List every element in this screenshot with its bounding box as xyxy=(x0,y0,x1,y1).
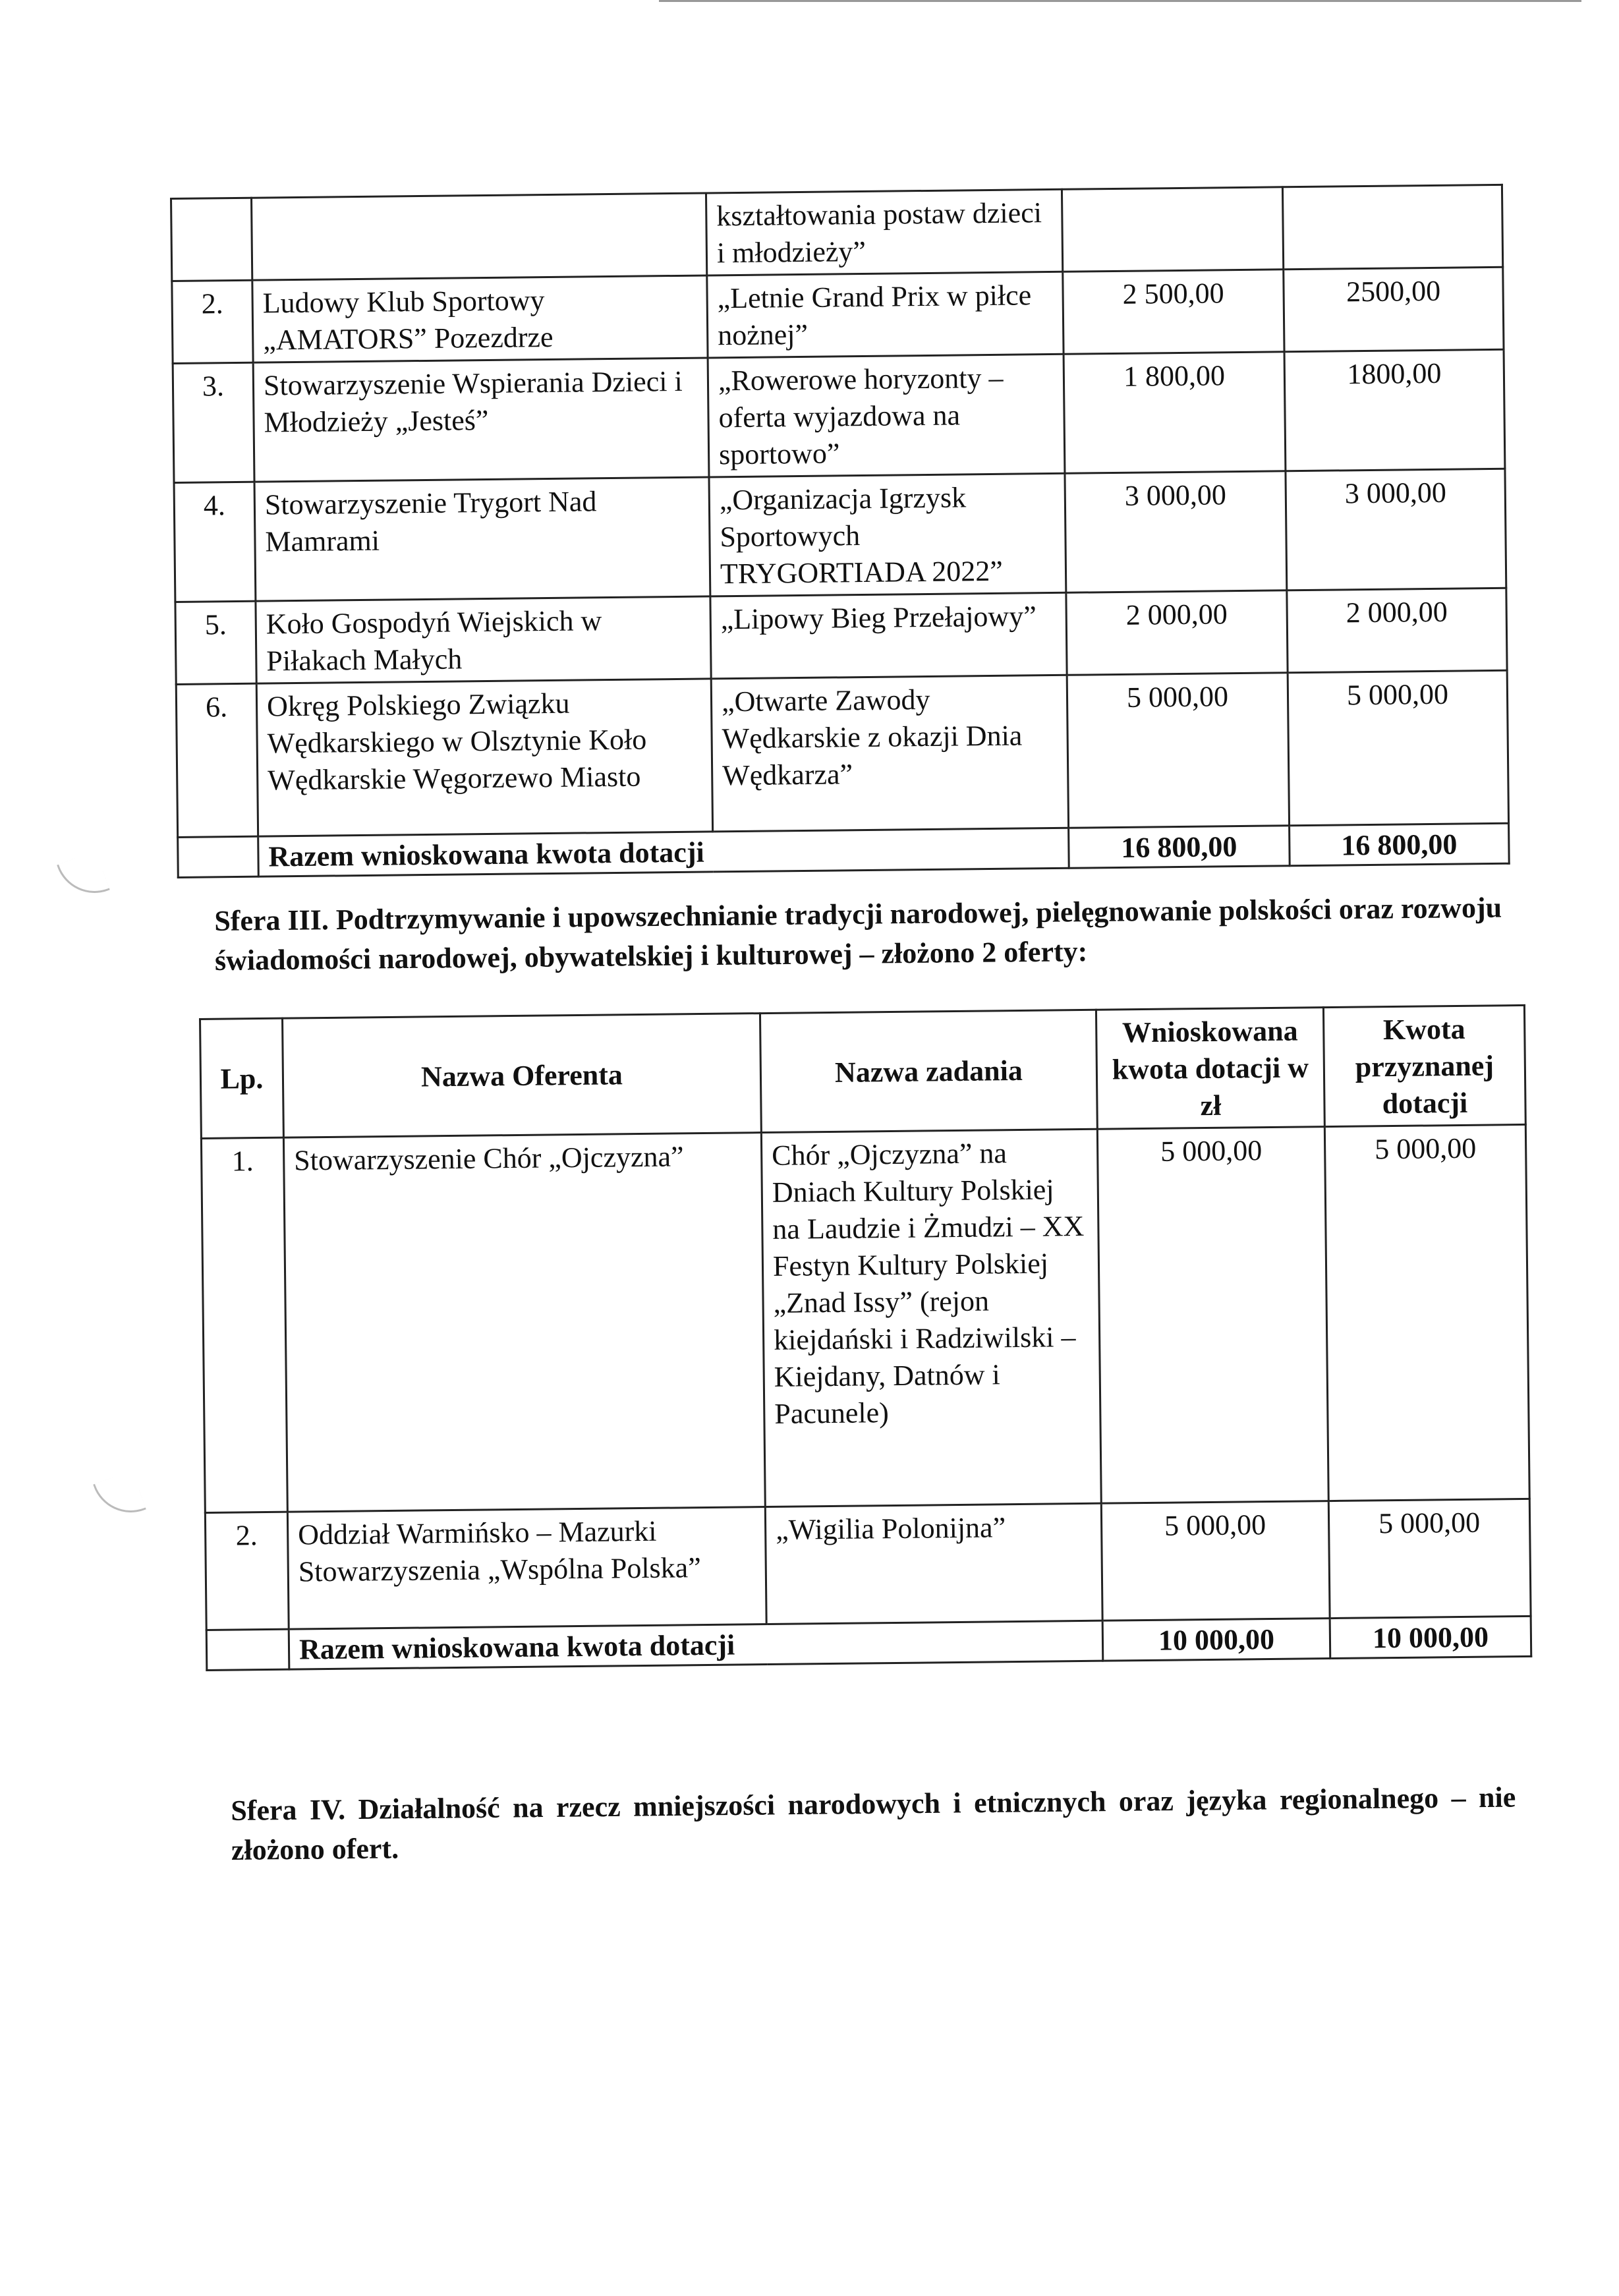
header-oferent: Nazwa Oferenta xyxy=(283,1014,762,1138)
table-row xyxy=(201,1124,1529,1512)
total-lp-empty xyxy=(178,836,259,877)
row-zadanie: „Lipowy Bieg Przełajowy” xyxy=(710,592,1067,679)
row-wnioskowana: 5 000,00 xyxy=(1067,673,1289,828)
row-przyznana: 2500,00 xyxy=(1284,267,1504,351)
offers-table-sfera-3 xyxy=(199,1004,1532,1671)
row-wnioskowana: 2 500,00 xyxy=(1063,270,1284,355)
section-heading-sfera-3: Sfera III. Podtrzymywanie i upowszechnianie tradycji narodowej, pielęgnowanie polskości oraz rozwoju świadomości narodowej, obywatelskiej i kulturowej – złożono 2 oferty: xyxy=(214,891,1502,977)
punch-hole-mark xyxy=(93,1470,146,1524)
row-wnioskowana: 5 000,00 xyxy=(1097,1127,1328,1504)
row-przyznana: 3 000,00 xyxy=(1286,469,1506,590)
total-wnioskowana: 16 800,00 xyxy=(1069,826,1290,869)
row-lp: 3. xyxy=(173,362,254,482)
punch-hole-mark xyxy=(57,851,110,904)
table-row xyxy=(175,588,1507,684)
offers-table-continued xyxy=(170,184,1510,878)
row-oferent: Oddział Warmińsko – Mazurki Stowarzyszenia „Wspólna Polska” xyxy=(287,1507,766,1630)
row-oferent: Stowarzyszenie Trygort Nad Mamrami xyxy=(254,477,710,601)
header-lp: Lp. xyxy=(200,1018,284,1138)
row-oferent xyxy=(252,193,707,280)
header-przyznana: Kwota przyznanej dotacji xyxy=(1323,1005,1525,1126)
row-lp: 5. xyxy=(175,601,256,684)
row-wnioskowana: 3 000,00 xyxy=(1065,471,1287,592)
row-wnioskowana: 5 000,00 xyxy=(1101,1501,1330,1621)
row-przyznana: 2 000,00 xyxy=(1287,588,1507,672)
row-oferent: Koło Gospodyń Wiejskich w Piłakach Małych xyxy=(256,596,711,683)
table-row xyxy=(174,469,1506,602)
table-row xyxy=(172,267,1504,363)
header-wnioskowana: Wnioskowana kwota dotacji w zł xyxy=(1096,1008,1324,1130)
row-zadanie: „Wigilia Polonijna” xyxy=(765,1503,1102,1624)
table-row xyxy=(176,670,1508,837)
row-zadanie: „Letnie Grand Prix w piłce nożnej” xyxy=(707,272,1064,358)
table-header-row xyxy=(200,1005,1526,1138)
table-row xyxy=(173,349,1505,482)
total-label: Razem wnioskowana kwota dotacji xyxy=(289,1621,1103,1669)
total-przyznana: 10 000,00 xyxy=(1330,1616,1531,1658)
row-zadanie: „Otwarte Zawody Wędkarskie z okazji Dnia Wędkarza” xyxy=(711,675,1068,832)
row-przyznana: 5 000,00 xyxy=(1328,1499,1531,1618)
total-wnioskowana: 10 000,00 xyxy=(1102,1619,1330,1661)
header-zadanie: Nazwa zadania xyxy=(760,1010,1097,1132)
row-lp: 6. xyxy=(176,683,258,837)
row-wnioskowana: 1 800,00 xyxy=(1064,352,1286,473)
row-lp: 4. xyxy=(174,482,256,602)
row-wnioskowana xyxy=(1062,187,1283,272)
row-oferent: Ludowy Klub Sportowy „AMATORS” Pozezdrze xyxy=(252,275,708,362)
section-heading-sfera-4: Sfera IV. Działalność na rzecz mniejszości narodowych i etnicznych oraz języka regionalnego – nie złożono ofert. xyxy=(231,1781,1516,1866)
row-lp: 2. xyxy=(205,1512,289,1630)
row-oferent: Stowarzyszenie Wspierania Dzieci i Młodzieży „Jesteś” xyxy=(253,358,709,482)
total-lp-empty xyxy=(206,1629,289,1670)
row-zadanie: „Rowerowe horyzonty – oferta wyjazdowa na sportowo” xyxy=(708,354,1065,477)
row-przyznana: 5 000,00 xyxy=(1288,670,1508,825)
total-przyznana: 16 800,00 xyxy=(1290,823,1510,865)
row-lp: 2. xyxy=(172,280,253,363)
scan-edge-line xyxy=(659,0,1581,2)
row-lp xyxy=(171,198,252,281)
row-oferent: Okręg Polskiego Związku Wędkarskiego w Olsztynie Koło Wędkarskie Węgorzewo Miasto xyxy=(256,679,712,836)
row-przyznana: 1800,00 xyxy=(1284,349,1505,471)
row-przyznana: 5 000,00 xyxy=(1324,1124,1529,1501)
row-przyznana xyxy=(1282,185,1502,269)
row-lp: 1. xyxy=(201,1137,287,1512)
total-label: Razem wnioskowana kwota dotacji xyxy=(258,828,1069,876)
row-zadanie: kształtowania postaw dzieci i młodzieży” xyxy=(706,189,1062,275)
row-wnioskowana: 2 000,00 xyxy=(1066,590,1288,675)
table-row xyxy=(205,1499,1531,1630)
table-row xyxy=(171,185,1503,281)
row-oferent: Stowarzyszenie Chór „Ojczyzna” xyxy=(283,1133,765,1512)
row-zadanie: Chór „Ojczyzna” na Dniach Kultury Polskiej na Laudzie i Żmudzi – XX Festyn Kultury Polskiej „Znad Issy” (rejon kiejdański i Radziwilski – Kiejdany, Datnów i Pacunele) xyxy=(761,1129,1101,1507)
row-zadanie: „Organizacja Igrzysk Sportowych TRYGORTIADA 2022” xyxy=(709,473,1066,596)
